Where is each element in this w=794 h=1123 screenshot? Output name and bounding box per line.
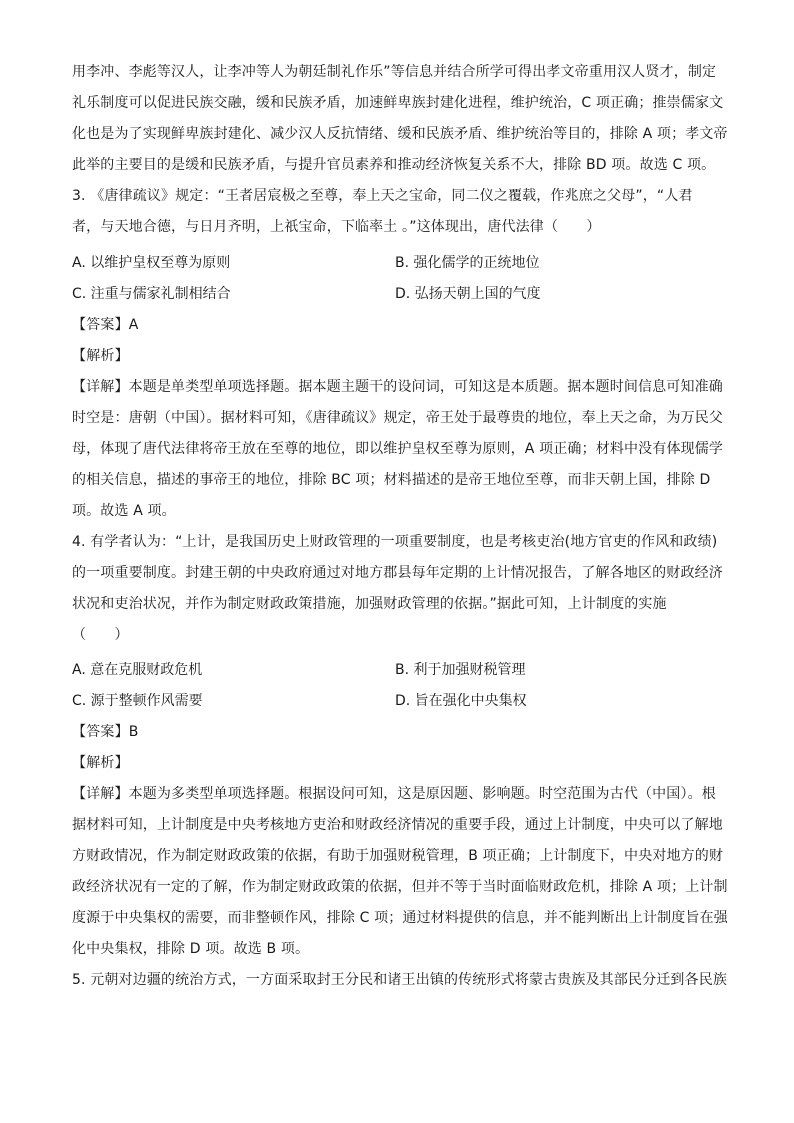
analysis-label: 【解析】 (72, 755, 129, 771)
option-d: D. 旨在强化中央集权 (395, 693, 527, 709)
previous-answer-continuation (72, 62, 728, 175)
answer-label: 【答案】A (72, 317, 139, 333)
options-row (72, 691, 728, 711)
question-stem-line: （ ） (72, 627, 129, 643)
detail-line: 时空是：唐朝（中国）。据材料可知，《唐律疏议》规定，帝王处于最尊贵的地位，奉上天之命，为万民父 (72, 410, 724, 426)
option-a: A. 意在克服财政危机 (72, 662, 203, 678)
options-row (72, 284, 728, 304)
detail-line: 【详解】本题是单类型单项选择题。据本题主题干的设问词，可知这是本质题。据本题时间信息可知准确 (72, 379, 723, 395)
option-b: B. 利于加强财税管理 (395, 662, 526, 678)
option-c: C. 注重与儒家礼制相结合 (72, 286, 231, 302)
question-3 (72, 186, 728, 521)
detail-line: 政经济状况有一定的了解，作为制定财政政策的依据，但并不等于当时面临财政危机，排除 A 项；上计制 (72, 879, 728, 895)
option-a: A. 以维护皇权至尊为原则 (72, 255, 231, 271)
question-stem-line: 状况和吏治状况，并作为制定财政政策措施，加强财政管理的依据。”据此可知，上计制度的实施 (72, 596, 667, 612)
options-row (72, 253, 728, 273)
text-line: 用李冲、李彪等汉人，让李冲等人为朝廷制礼作乐”等信息并结合所学可得出孝文帝重用汉人贤才，制定 (72, 64, 717, 80)
detail-line: 化中央集权，排除 D 项。故选 B 项。 (72, 941, 310, 957)
detail-line: 的相关信息，描述的事帝王的地位，排除 BC 项；材料描述的是帝王地位至尊，而非天朝上国，排除 D (72, 472, 711, 488)
question-stem-line: 5. 元朝对边疆的统治方式，一方面采取封王分民和诸王出镇的传统形式将蒙古贵族及其部民分迁到各民族 (72, 972, 728, 988)
question-4 (72, 532, 728, 959)
detail-line: 【详解】本题为多类型单项选择题。根据设问可知，这是原因题、影响题。时空范围为古代（中国）。根 (72, 786, 716, 802)
detail-line: 方财政情况，作为制定财政政策的依据，有助于加强财税管理，B 项正确；上计制度下，中央对地方的财 (72, 848, 724, 864)
option-d: D. 弘扬天朝上国的气度 (395, 286, 541, 302)
document-page (72, 62, 728, 990)
detail-line: 项。故选 A 项。 (72, 503, 176, 519)
text-line: 礼乐制度可以促进民族交融，缓和民族矛盾，加速鲜卑族封建化进程，维护统治，C 项正确；推崇儒家文 (72, 95, 724, 111)
option-b: B. 强化儒学的正统地位 (395, 255, 540, 271)
options-row (72, 660, 728, 680)
question-stem-line: 4. 有学者认为：“上计，是我国历史上财政管理的一项重要制度，也是考核吏治(地方官吏的作风和政绩) (72, 534, 718, 550)
detail-line: 据材料可知，上计制度是中央考核地方吏治和财政经济情况的重要手段，通过上计制度，中央可以了解地 (72, 817, 723, 833)
analysis-label: 【解析】 (72, 348, 129, 364)
detail-line: 度源于中央集权的需要，而非整顿作风，排除 C 项；通过材料提供的信息，并不能判断出上计制度旨在强 (72, 910, 728, 926)
question-stem-line: 的一项重要制度。封建王朝的中央政府通过对地方郡县每年定期的上计情况报告，了解各地区的财政经济 (72, 565, 723, 581)
text-line: 此举的主要目的是缓和民族矛盾，与提升官员素养和推动经济恢复关系不大，排除 BD 项。故选 C 项。 (72, 157, 716, 173)
question-5 (72, 970, 728, 990)
answer-label: 【答案】B (72, 724, 139, 740)
text-line: 化也是为了实现鲜卑族封建化、减少汉人反抗情绪、缓和民族矛盾、维护统治等目的，排除 A 项；孝文帝 (72, 126, 728, 142)
option-c: C. 源于整顿作风需要 (72, 693, 203, 709)
question-stem-line: 者，与天地合德，与日月齐明，上祇宝命，下临率土 。”这体现出，唐代法律（ ） (72, 219, 601, 235)
question-stem-line: 3. 《唐律疏议》规定：“王者居宸极之至尊，奉上天之宝命，同二仪之覆载，作兆庶之父母”，“人君 (72, 188, 693, 204)
detail-line: 母，体现了唐代法律将帝王放在至尊的地位，即以维护皇权至尊为原则，A 项正确；材料中没有体现儒学 (72, 441, 724, 457)
